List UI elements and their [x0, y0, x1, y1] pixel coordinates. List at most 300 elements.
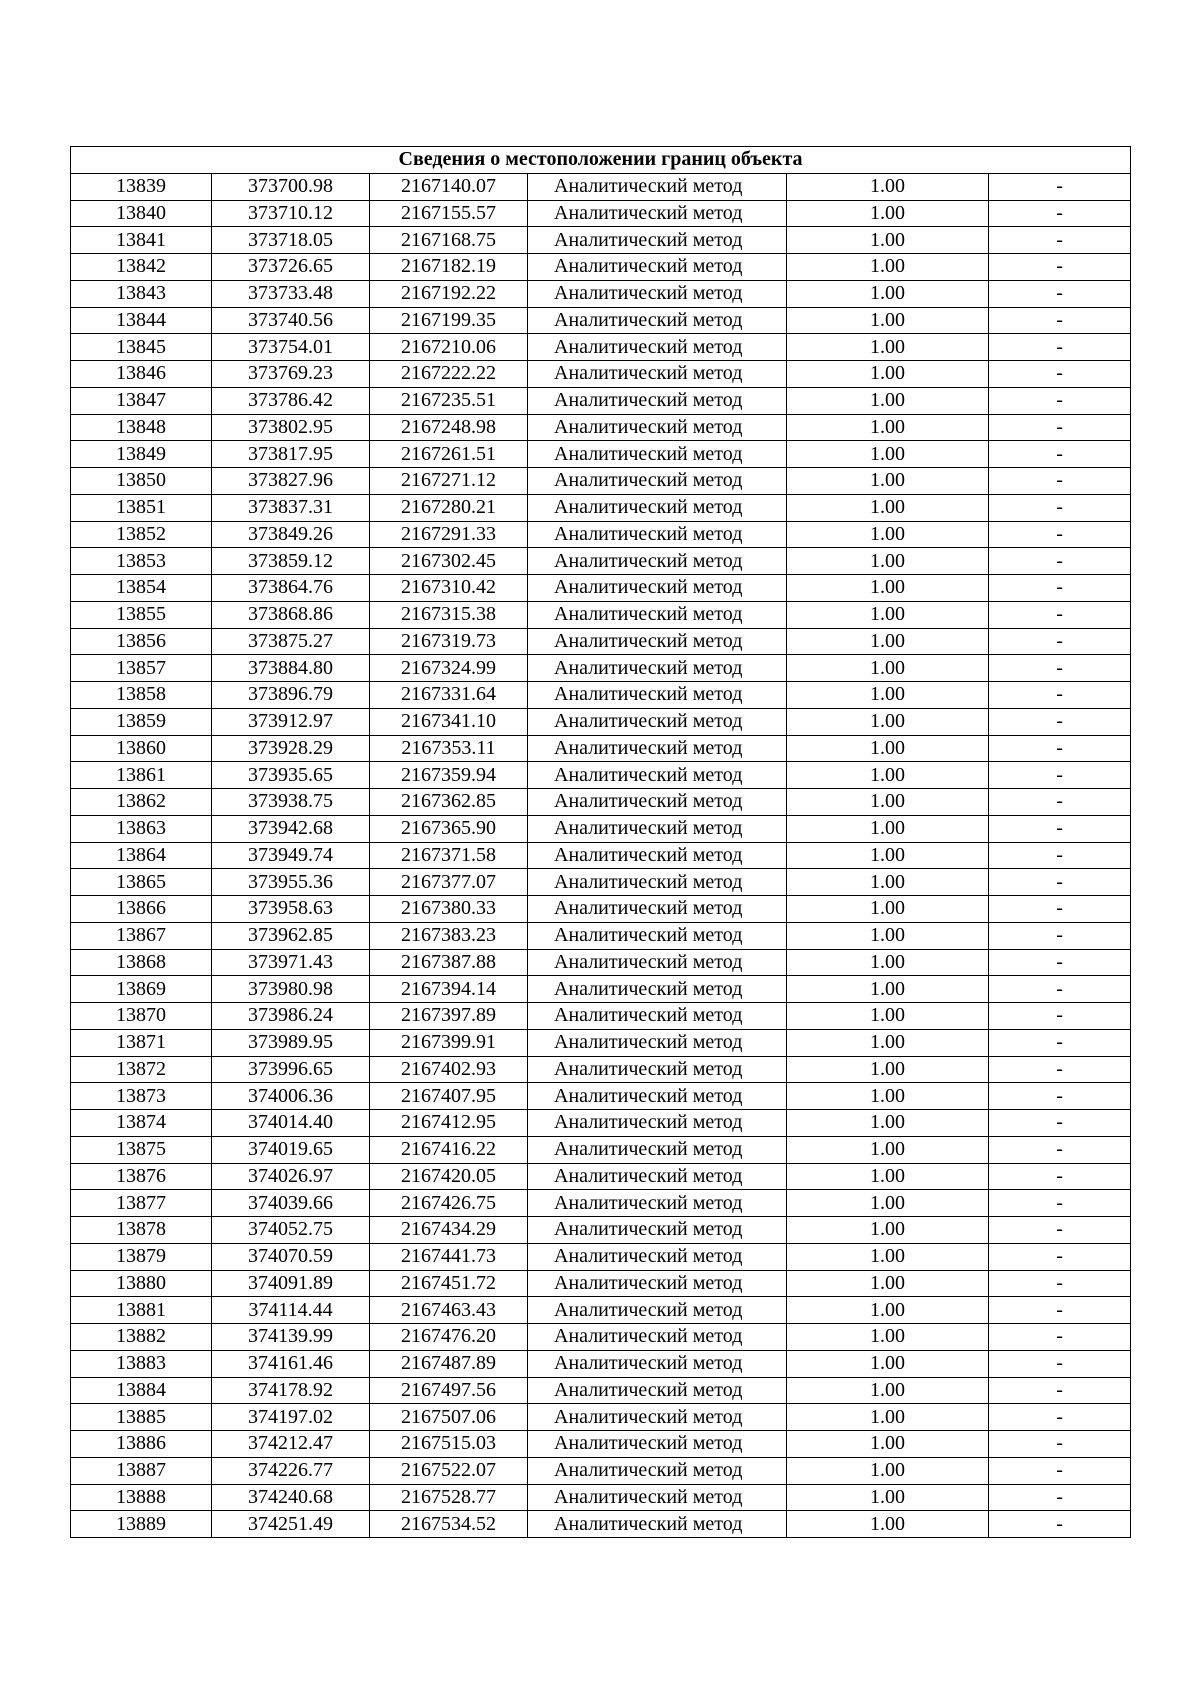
- description-cell: -: [989, 548, 1131, 575]
- x-coordinate-cell: 373700.98: [212, 173, 370, 200]
- y-coordinate-cell: 2167210.06: [370, 334, 528, 361]
- description-cell: -: [989, 1350, 1131, 1377]
- table-row: [71, 1270, 1131, 1297]
- x-coordinate-cell: 374161.46: [212, 1350, 370, 1377]
- y-coordinate-cell: 2167365.90: [370, 815, 528, 842]
- table-row: [71, 1003, 1131, 1030]
- accuracy-cell: 1.00: [787, 1457, 989, 1484]
- y-coordinate-cell: 2167222.22: [370, 361, 528, 388]
- method-cell: Аналитический метод: [528, 1350, 787, 1377]
- y-coordinate-cell: 2167302.45: [370, 548, 528, 575]
- point-number-cell: 13887: [71, 1457, 212, 1484]
- y-coordinate-cell: 2167426.75: [370, 1190, 528, 1217]
- accuracy-cell: 1.00: [787, 1270, 989, 1297]
- y-coordinate-cell: 2167319.73: [370, 628, 528, 655]
- x-coordinate-cell: 374039.66: [212, 1190, 370, 1217]
- method-cell: Аналитический метод: [528, 387, 787, 414]
- method-cell: Аналитический метод: [528, 1511, 787, 1538]
- accuracy-cell: 1.00: [787, 1377, 989, 1404]
- x-coordinate-cell: 373962.85: [212, 922, 370, 949]
- y-coordinate-cell: 2167155.57: [370, 200, 528, 227]
- table-row: [71, 1217, 1131, 1244]
- x-coordinate-cell: 373938.75: [212, 789, 370, 816]
- description-cell: -: [989, 789, 1131, 816]
- table-row: [71, 468, 1131, 495]
- y-coordinate-cell: 2167515.03: [370, 1431, 528, 1458]
- point-number-cell: 13879: [71, 1243, 212, 1270]
- table-title: Сведения о местоположении границ объекта: [71, 147, 1131, 174]
- x-coordinate-cell: 374014.40: [212, 1110, 370, 1137]
- y-coordinate-cell: 2167261.51: [370, 441, 528, 468]
- accuracy-cell: 1.00: [787, 334, 989, 361]
- description-cell: -: [989, 1110, 1131, 1137]
- y-coordinate-cell: 2167199.35: [370, 307, 528, 334]
- description-cell: -: [989, 896, 1131, 923]
- table-row: [71, 735, 1131, 762]
- method-cell: Аналитический метод: [528, 1217, 787, 1244]
- table-row: [71, 628, 1131, 655]
- method-cell: Аналитический метод: [528, 735, 787, 762]
- table-row: [71, 227, 1131, 254]
- description-cell: -: [989, 1324, 1131, 1351]
- point-number-cell: 13864: [71, 842, 212, 869]
- method-cell: Аналитический метод: [528, 173, 787, 200]
- accuracy-cell: 1.00: [787, 1083, 989, 1110]
- method-cell: Аналитический метод: [528, 1270, 787, 1297]
- method-cell: Аналитический метод: [528, 896, 787, 923]
- x-coordinate-cell: 373958.63: [212, 896, 370, 923]
- description-cell: -: [989, 441, 1131, 468]
- x-coordinate-cell: 373971.43: [212, 949, 370, 976]
- x-coordinate-cell: 373769.23: [212, 361, 370, 388]
- accuracy-cell: 1.00: [787, 1217, 989, 1244]
- method-cell: Аналитический метод: [528, 1190, 787, 1217]
- x-coordinate-cell: 374006.36: [212, 1083, 370, 1110]
- x-coordinate-cell: 373786.42: [212, 387, 370, 414]
- description-cell: -: [989, 521, 1131, 548]
- description-cell: -: [989, 387, 1131, 414]
- x-coordinate-cell: 374251.49: [212, 1511, 370, 1538]
- y-coordinate-cell: 2167534.52: [370, 1511, 528, 1538]
- method-cell: Аналитический метод: [528, 1457, 787, 1484]
- point-number-cell: 13872: [71, 1056, 212, 1083]
- accuracy-cell: 1.00: [787, 1136, 989, 1163]
- description-cell: -: [989, 735, 1131, 762]
- point-number-cell: 13881: [71, 1297, 212, 1324]
- accuracy-cell: 1.00: [787, 494, 989, 521]
- x-coordinate-cell: 373912.97: [212, 708, 370, 735]
- table-row: [71, 494, 1131, 521]
- x-coordinate-cell: 373949.74: [212, 842, 370, 869]
- method-cell: Аналитический метод: [528, 1083, 787, 1110]
- point-number-cell: 13842: [71, 254, 212, 281]
- table-row: [71, 387, 1131, 414]
- method-cell: Аналитический метод: [528, 762, 787, 789]
- method-cell: Аналитический метод: [528, 307, 787, 334]
- accuracy-cell: 1.00: [787, 1297, 989, 1324]
- table-row: [71, 1029, 1131, 1056]
- y-coordinate-cell: 2167407.95: [370, 1083, 528, 1110]
- y-coordinate-cell: 2167168.75: [370, 227, 528, 254]
- point-number-cell: 13850: [71, 468, 212, 495]
- point-number-cell: 13880: [71, 1270, 212, 1297]
- x-coordinate-cell: 373827.96: [212, 468, 370, 495]
- y-coordinate-cell: 2167394.14: [370, 976, 528, 1003]
- description-cell: -: [989, 173, 1131, 200]
- description-cell: -: [989, 976, 1131, 1003]
- x-coordinate-cell: 374114.44: [212, 1297, 370, 1324]
- method-cell: Аналитический метод: [528, 869, 787, 896]
- accuracy-cell: 1.00: [787, 735, 989, 762]
- point-number-cell: 13866: [71, 896, 212, 923]
- table-row: [71, 575, 1131, 602]
- description-cell: -: [989, 254, 1131, 281]
- description-cell: -: [989, 280, 1131, 307]
- description-cell: -: [989, 708, 1131, 735]
- description-cell: -: [989, 869, 1131, 896]
- y-coordinate-cell: 2167280.21: [370, 494, 528, 521]
- description-cell: -: [989, 628, 1131, 655]
- y-coordinate-cell: 2167412.95: [370, 1110, 528, 1137]
- method-cell: Аналитический метод: [528, 1243, 787, 1270]
- description-cell: -: [989, 1297, 1131, 1324]
- table-row: [71, 708, 1131, 735]
- table-row: [71, 949, 1131, 976]
- method-cell: Аналитический метод: [528, 655, 787, 682]
- y-coordinate-cell: 2167353.11: [370, 735, 528, 762]
- table-row: [71, 1350, 1131, 1377]
- method-cell: Аналитический метод: [528, 1136, 787, 1163]
- method-cell: Аналитический метод: [528, 280, 787, 307]
- method-cell: Аналитический метод: [528, 414, 787, 441]
- accuracy-cell: 1.00: [787, 655, 989, 682]
- table-row: [71, 762, 1131, 789]
- y-coordinate-cell: 2167441.73: [370, 1243, 528, 1270]
- point-number-cell: 13852: [71, 521, 212, 548]
- point-number-cell: 13843: [71, 280, 212, 307]
- accuracy-cell: 1.00: [787, 1324, 989, 1351]
- table-row: [71, 869, 1131, 896]
- table-row: [71, 655, 1131, 682]
- table-body: [71, 173, 1131, 1537]
- point-number-cell: 13889: [71, 1511, 212, 1538]
- description-cell: -: [989, 227, 1131, 254]
- x-coordinate-cell: 374052.75: [212, 1217, 370, 1244]
- description-cell: -: [989, 1377, 1131, 1404]
- point-number-cell: 13856: [71, 628, 212, 655]
- table-row: [71, 254, 1131, 281]
- accuracy-cell: 1.00: [787, 280, 989, 307]
- y-coordinate-cell: 2167476.20: [370, 1324, 528, 1351]
- y-coordinate-cell: 2167235.51: [370, 387, 528, 414]
- method-cell: Аналитический метод: [528, 1056, 787, 1083]
- accuracy-cell: 1.00: [787, 682, 989, 709]
- accuracy-cell: 1.00: [787, 441, 989, 468]
- y-coordinate-cell: 2167341.10: [370, 708, 528, 735]
- y-coordinate-cell: 2167291.33: [370, 521, 528, 548]
- table-row: [71, 601, 1131, 628]
- table-row: [71, 307, 1131, 334]
- point-number-cell: 13867: [71, 922, 212, 949]
- y-coordinate-cell: 2167271.12: [370, 468, 528, 495]
- table-row: [71, 815, 1131, 842]
- method-cell: Аналитический метод: [528, 601, 787, 628]
- description-cell: -: [989, 414, 1131, 441]
- x-coordinate-cell: 373726.65: [212, 254, 370, 281]
- x-coordinate-cell: 374026.97: [212, 1163, 370, 1190]
- accuracy-cell: 1.00: [787, 254, 989, 281]
- description-cell: -: [989, 949, 1131, 976]
- x-coordinate-cell: 373989.95: [212, 1029, 370, 1056]
- point-number-cell: 13888: [71, 1484, 212, 1511]
- accuracy-cell: 1.00: [787, 628, 989, 655]
- method-cell: Аналитический метод: [528, 922, 787, 949]
- y-coordinate-cell: 2167182.19: [370, 254, 528, 281]
- method-cell: Аналитический метод: [528, 548, 787, 575]
- x-coordinate-cell: 373710.12: [212, 200, 370, 227]
- x-coordinate-cell: 373733.48: [212, 280, 370, 307]
- description-cell: -: [989, 1163, 1131, 1190]
- table-title-row: [71, 147, 1131, 174]
- accuracy-cell: 1.00: [787, 173, 989, 200]
- accuracy-cell: 1.00: [787, 361, 989, 388]
- method-cell: Аналитический метод: [528, 842, 787, 869]
- point-number-cell: 13883: [71, 1350, 212, 1377]
- accuracy-cell: 1.00: [787, 414, 989, 441]
- point-number-cell: 13859: [71, 708, 212, 735]
- point-number-cell: 13849: [71, 441, 212, 468]
- x-coordinate-cell: 373718.05: [212, 227, 370, 254]
- x-coordinate-cell: 373817.95: [212, 441, 370, 468]
- method-cell: Аналитический метод: [528, 1431, 787, 1458]
- method-cell: Аналитический метод: [528, 254, 787, 281]
- description-cell: -: [989, 200, 1131, 227]
- accuracy-cell: 1.00: [787, 762, 989, 789]
- accuracy-cell: 1.00: [787, 1163, 989, 1190]
- point-number-cell: 13868: [71, 949, 212, 976]
- description-cell: -: [989, 655, 1131, 682]
- description-cell: -: [989, 494, 1131, 521]
- table-row: [71, 842, 1131, 869]
- point-number-cell: 13870: [71, 1003, 212, 1030]
- x-coordinate-cell: 373980.98: [212, 976, 370, 1003]
- point-number-cell: 13877: [71, 1190, 212, 1217]
- y-coordinate-cell: 2167522.07: [370, 1457, 528, 1484]
- description-cell: -: [989, 762, 1131, 789]
- description-cell: -: [989, 1243, 1131, 1270]
- table-row: [71, 922, 1131, 949]
- y-coordinate-cell: 2167371.58: [370, 842, 528, 869]
- description-cell: -: [989, 1136, 1131, 1163]
- method-cell: Аналитический метод: [528, 361, 787, 388]
- description-cell: -: [989, 1431, 1131, 1458]
- description-cell: -: [989, 1270, 1131, 1297]
- accuracy-cell: 1.00: [787, 1110, 989, 1137]
- description-cell: -: [989, 1217, 1131, 1244]
- table-row: [71, 1083, 1131, 1110]
- table-row: [71, 200, 1131, 227]
- point-number-cell: 13839: [71, 173, 212, 200]
- point-number-cell: 13862: [71, 789, 212, 816]
- method-cell: Аналитический метод: [528, 200, 787, 227]
- description-cell: -: [989, 922, 1131, 949]
- description-cell: -: [989, 1457, 1131, 1484]
- y-coordinate-cell: 2167397.89: [370, 1003, 528, 1030]
- table-row: [71, 548, 1131, 575]
- accuracy-cell: 1.00: [787, 1190, 989, 1217]
- point-number-cell: 13851: [71, 494, 212, 521]
- method-cell: Аналитический метод: [528, 976, 787, 1003]
- accuracy-cell: 1.00: [787, 842, 989, 869]
- point-number-cell: 13871: [71, 1029, 212, 1056]
- point-number-cell: 13886: [71, 1431, 212, 1458]
- point-number-cell: 13884: [71, 1377, 212, 1404]
- x-coordinate-cell: 373884.80: [212, 655, 370, 682]
- accuracy-cell: 1.00: [787, 468, 989, 495]
- y-coordinate-cell: 2167416.22: [370, 1136, 528, 1163]
- table-row: [71, 334, 1131, 361]
- accuracy-cell: 1.00: [787, 896, 989, 923]
- table-row: [71, 173, 1131, 200]
- method-cell: Аналитический метод: [528, 227, 787, 254]
- method-cell: Аналитический метод: [528, 575, 787, 602]
- x-coordinate-cell: 373859.12: [212, 548, 370, 575]
- description-cell: -: [989, 1083, 1131, 1110]
- description-cell: -: [989, 307, 1131, 334]
- accuracy-cell: 1.00: [787, 1056, 989, 1083]
- method-cell: Аналитический метод: [528, 1404, 787, 1431]
- table-row: [71, 682, 1131, 709]
- method-cell: Аналитический метод: [528, 334, 787, 361]
- method-cell: Аналитический метод: [528, 521, 787, 548]
- description-cell: -: [989, 1029, 1131, 1056]
- x-coordinate-cell: 373942.68: [212, 815, 370, 842]
- description-cell: -: [989, 815, 1131, 842]
- point-number-cell: 13855: [71, 601, 212, 628]
- point-number-cell: 13847: [71, 387, 212, 414]
- accuracy-cell: 1.00: [787, 1431, 989, 1458]
- description-cell: -: [989, 361, 1131, 388]
- accuracy-cell: 1.00: [787, 815, 989, 842]
- table-row: [71, 1190, 1131, 1217]
- x-coordinate-cell: 373864.76: [212, 575, 370, 602]
- x-coordinate-cell: 374019.65: [212, 1136, 370, 1163]
- x-coordinate-cell: 373802.95: [212, 414, 370, 441]
- description-cell: -: [989, 601, 1131, 628]
- table-row: [71, 1431, 1131, 1458]
- method-cell: Аналитический метод: [528, 1377, 787, 1404]
- x-coordinate-cell: 373928.29: [212, 735, 370, 762]
- table-row: [71, 1110, 1131, 1137]
- table-row: [71, 1243, 1131, 1270]
- point-number-cell: 13857: [71, 655, 212, 682]
- boundary-coordinates-table: [70, 146, 1131, 1538]
- y-coordinate-cell: 2167507.06: [370, 1404, 528, 1431]
- y-coordinate-cell: 2167248.98: [370, 414, 528, 441]
- x-coordinate-cell: 374178.92: [212, 1377, 370, 1404]
- method-cell: Аналитический метод: [528, 468, 787, 495]
- description-cell: -: [989, 1404, 1131, 1431]
- point-number-cell: 13863: [71, 815, 212, 842]
- point-number-cell: 13846: [71, 361, 212, 388]
- x-coordinate-cell: 373896.79: [212, 682, 370, 709]
- y-coordinate-cell: 2167310.42: [370, 575, 528, 602]
- accuracy-cell: 1.00: [787, 789, 989, 816]
- method-cell: Аналитический метод: [528, 1324, 787, 1351]
- description-cell: -: [989, 842, 1131, 869]
- table-row: [71, 1457, 1131, 1484]
- point-number-cell: 13854: [71, 575, 212, 602]
- method-cell: Аналитический метод: [528, 1110, 787, 1137]
- x-coordinate-cell: 373849.26: [212, 521, 370, 548]
- point-number-cell: 13865: [71, 869, 212, 896]
- y-coordinate-cell: 2167399.91: [370, 1029, 528, 1056]
- method-cell: Аналитический метод: [528, 628, 787, 655]
- point-number-cell: 13853: [71, 548, 212, 575]
- method-cell: Аналитический метод: [528, 441, 787, 468]
- accuracy-cell: 1.00: [787, 307, 989, 334]
- accuracy-cell: 1.00: [787, 976, 989, 1003]
- accuracy-cell: 1.00: [787, 869, 989, 896]
- table-row: [71, 1136, 1131, 1163]
- y-coordinate-cell: 2167331.64: [370, 682, 528, 709]
- method-cell: Аналитический метод: [528, 1003, 787, 1030]
- point-number-cell: 13882: [71, 1324, 212, 1351]
- table-row: [71, 789, 1131, 816]
- accuracy-cell: 1.00: [787, 1350, 989, 1377]
- x-coordinate-cell: 373935.65: [212, 762, 370, 789]
- accuracy-cell: 1.00: [787, 575, 989, 602]
- method-cell: Аналитический метод: [528, 1163, 787, 1190]
- y-coordinate-cell: 2167451.72: [370, 1270, 528, 1297]
- description-cell: -: [989, 1056, 1131, 1083]
- y-coordinate-cell: 2167497.56: [370, 1377, 528, 1404]
- method-cell: Аналитический метод: [528, 708, 787, 735]
- y-coordinate-cell: 2167420.05: [370, 1163, 528, 1190]
- y-coordinate-cell: 2167140.07: [370, 173, 528, 200]
- accuracy-cell: 1.00: [787, 521, 989, 548]
- point-number-cell: 13841: [71, 227, 212, 254]
- method-cell: Аналитический метод: [528, 682, 787, 709]
- x-coordinate-cell: 374226.77: [212, 1457, 370, 1484]
- point-number-cell: 13858: [71, 682, 212, 709]
- x-coordinate-cell: 374212.47: [212, 1431, 370, 1458]
- x-coordinate-cell: 374139.99: [212, 1324, 370, 1351]
- table-row: [71, 896, 1131, 923]
- y-coordinate-cell: 2167377.07: [370, 869, 528, 896]
- y-coordinate-cell: 2167362.85: [370, 789, 528, 816]
- table-row: [71, 1377, 1131, 1404]
- table-row: [71, 521, 1131, 548]
- accuracy-cell: 1.00: [787, 1404, 989, 1431]
- accuracy-cell: 1.00: [787, 922, 989, 949]
- accuracy-cell: 1.00: [787, 1484, 989, 1511]
- method-cell: Аналитический метод: [528, 1484, 787, 1511]
- point-number-cell: 13845: [71, 334, 212, 361]
- accuracy-cell: 1.00: [787, 200, 989, 227]
- x-coordinate-cell: 373955.36: [212, 869, 370, 896]
- method-cell: Аналитический метод: [528, 789, 787, 816]
- x-coordinate-cell: 373996.65: [212, 1056, 370, 1083]
- method-cell: Аналитический метод: [528, 1297, 787, 1324]
- table-row: [71, 1297, 1131, 1324]
- table-row: [71, 1324, 1131, 1351]
- method-cell: Аналитический метод: [528, 949, 787, 976]
- accuracy-cell: 1.00: [787, 1243, 989, 1270]
- x-coordinate-cell: 374197.02: [212, 1404, 370, 1431]
- x-coordinate-cell: 373868.86: [212, 601, 370, 628]
- accuracy-cell: 1.00: [787, 1003, 989, 1030]
